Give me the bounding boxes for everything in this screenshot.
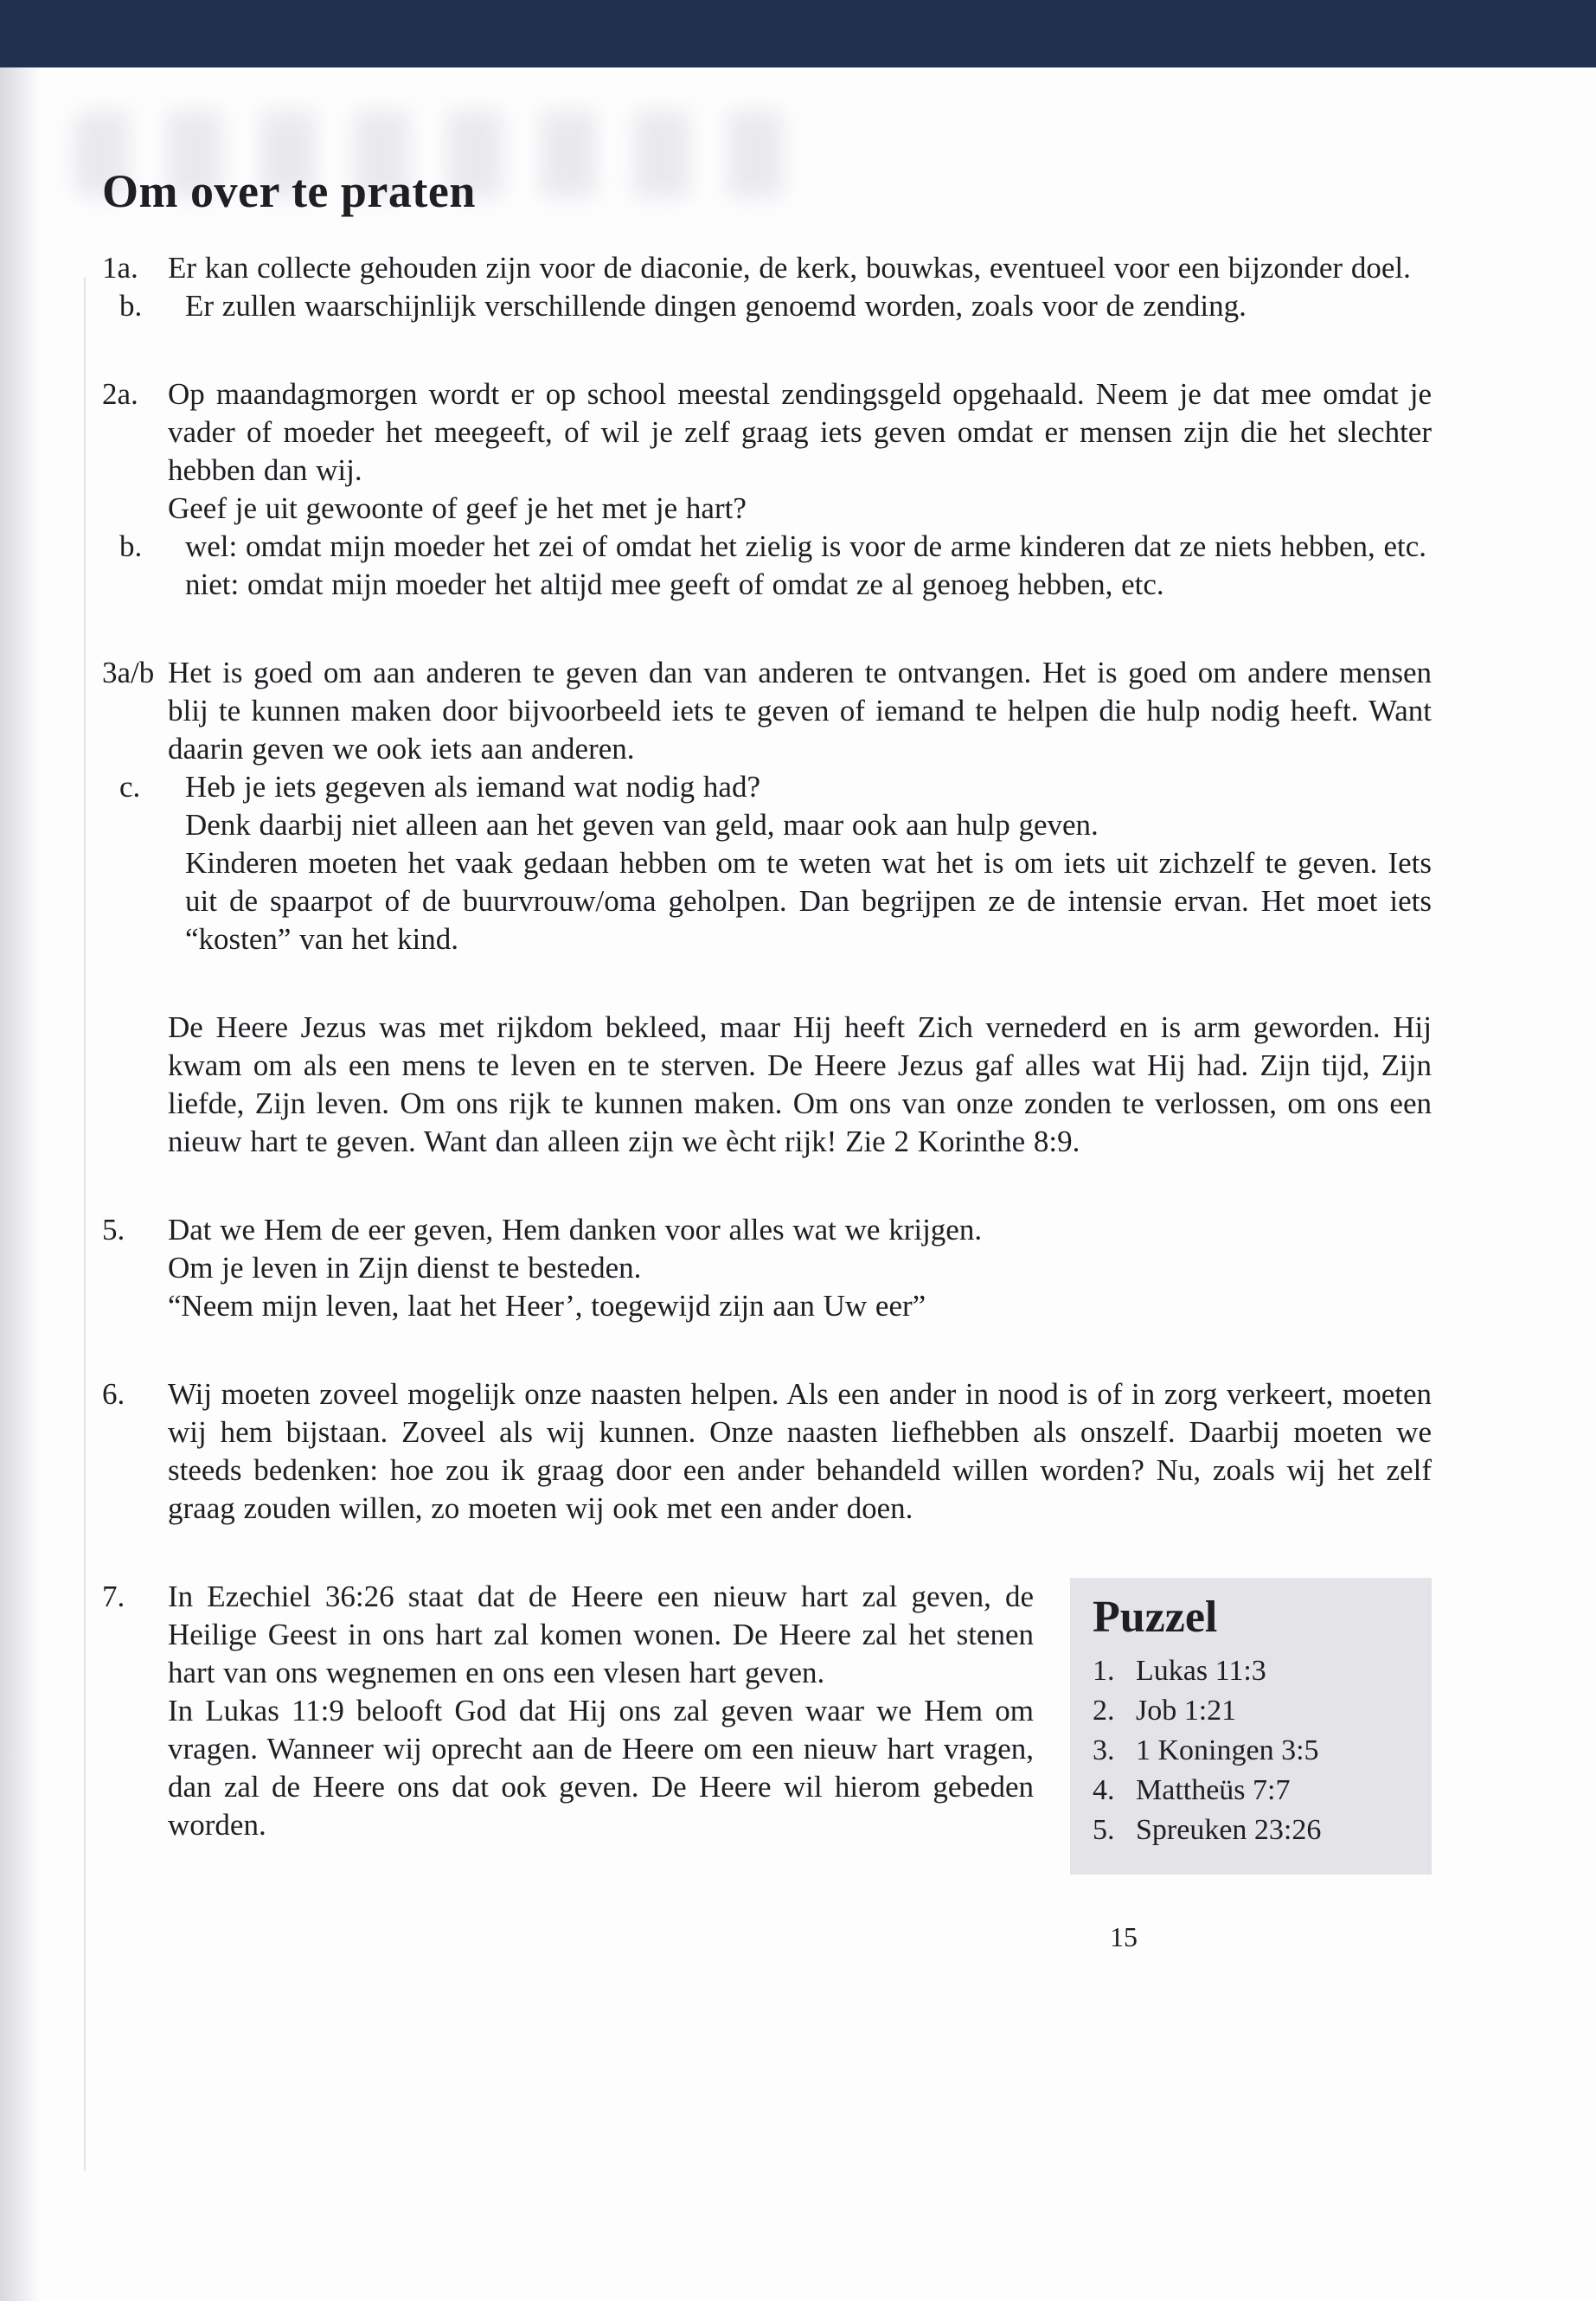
puzzel-sidebar-box (1070, 1578, 1432, 1875)
item-text (168, 1578, 1034, 1844)
puzzel-item-text: Spreuken 23:26 (1136, 1814, 1322, 1847)
page-crease-line (84, 277, 86, 2171)
list-item (102, 768, 1432, 958)
item-marker: 7. (102, 1580, 125, 1614)
paragraph: Dat we Hem de eer geven, Hem danken voor alles wat we krijgen. (168, 1213, 983, 1247)
paragraph: De Heere Jezus was met rijkdom bekleed, maar Hij heeft Zich vernederd en is arm geworden. Hij kwam om als een mens te leven en te sterven. De Heere Jezus gaf alles wat Hij had. Zijn tijd, Zijn liefde, Zijn leven. Om ons rijk te kunnen maken. Om ons van onze zonden te verlossen, om ons een nieuw hart te geven. Want dan alleen zijn we ècht rijk! Zie 2 Korinthe 8:9. (168, 1010, 1432, 1159)
qa-group-6 (102, 1375, 1432, 1528)
top-cover-bar (0, 0, 1596, 67)
paragraph: Wij moeten zoveel mogelijk onze naasten helpen. Als een ander in nood is of in zorg verkeert, moeten wij hem bijstaan. Zoveel als wij kunnen. Onze naasten liefhebben als onszelf. Daarbij moeten we steeds bedenken: hoe zou ik graag door een ander behandeld willen worden? Nu, zoals wij het zelf graag zouden willen, zo moeten wij ook met een ander doen. (168, 1377, 1432, 1526)
item-text (168, 375, 1432, 528)
qa-group-4 (102, 1009, 1432, 1161)
paragraph: Geef je uit gewoonte of geef je het met je hart? (168, 491, 747, 526)
item-text (168, 1009, 1432, 1161)
page-title: Om over te praten (102, 165, 476, 217)
item-marker: 2a. (102, 377, 138, 412)
list-item (102, 287, 1432, 325)
puzzel-item-number: 1. (1093, 1655, 1115, 1688)
item-text (185, 287, 1432, 325)
paragraph: wel: omdat mijn moeder het zei of omdat het zielig is voor de arme kinderen dat ze niets hebben, etc. (185, 529, 1427, 564)
list-item (102, 1009, 1432, 1161)
puzzel-item-number: 5. (1093, 1814, 1115, 1847)
list-item (102, 249, 1432, 287)
paragraph: Er kan collecte gehouden zijn voor de diaconie, de kerk, bouwkas, eventueel voor een bijzonder doel. (168, 251, 1411, 285)
paragraph: Er zullen waarschijnlijk verschillende dingen genoemd worden, zoals voor de zending. (185, 289, 1247, 324)
puzzel-item (1093, 1691, 1411, 1731)
paragraph: Het is goed om aan anderen te geven dan van anderen te ontvangen. Het is goed om andere mensen blij te kunnen maken door bijvoorbeeld iets te geven of iemand te helpen die hulp nodig heeft. Want daarin geven we ook iets aan anderen. (168, 656, 1432, 766)
puzzel-item (1093, 1731, 1411, 1771)
list-item (102, 375, 1432, 528)
paragraph: In Lukas 11:9 belooft God dat Hij ons zal geven waar we Hem om vragen. Wanneer wij oprecht aan de Heere om een nieuw hart vragen, dan zal de Heere ons dat ook geven. De Heere wil hierom gebeden worden. (168, 1694, 1034, 1843)
paragraph: Heb je iets gegeven als iemand wat nodig had? (185, 770, 761, 804)
puzzel-item (1093, 1811, 1411, 1850)
list-item (102, 654, 1432, 768)
item-text (168, 1211, 1432, 1325)
item-text (185, 768, 1432, 958)
binding-shadow (0, 67, 45, 2301)
item-text (168, 654, 1432, 768)
list-item (102, 528, 1432, 604)
item-text (185, 528, 1432, 604)
paragraph: “Neem mijn leven, laat het Heer’, toegewijd zijn aan Uw eer” (168, 1289, 926, 1324)
puzzel-item-text: Lukas 11:3 (1136, 1655, 1266, 1688)
item-marker: c. (119, 770, 141, 804)
qa-group-2 (102, 375, 1432, 604)
puzzel-item-number: 4. (1093, 1774, 1115, 1807)
puzzel-item-number: 2. (1093, 1695, 1115, 1727)
puzzel-item-text: 1 Koningen 3:5 (1136, 1734, 1319, 1767)
puzzel-item (1093, 1771, 1411, 1811)
item-marker: 5. (102, 1213, 125, 1247)
puzzel-item-text: Job 1:21 (1136, 1695, 1237, 1727)
page-content (102, 67, 1432, 1953)
item-marker: 1a. (102, 251, 138, 285)
qa-group-5 (102, 1211, 1432, 1325)
qa-group-3 (102, 654, 1432, 958)
item-marker: b. (119, 289, 143, 324)
paragraph: Om je leven in Zijn dienst te besteden. (168, 1251, 642, 1285)
qa-group-7 (102, 1578, 1432, 1875)
list-item (102, 1578, 1034, 1844)
item-marker: b. (119, 529, 143, 564)
list-item (102, 1375, 1432, 1528)
puzzel-title: Puzzel (1093, 1593, 1218, 1643)
item-text (168, 1375, 1432, 1528)
puzzel-item-number: 3. (1093, 1734, 1115, 1767)
item-marker: 3a/b (102, 656, 155, 690)
paragraph: niet: omdat mijn moeder het altijd mee geeft of omdat ze al genoeg hebben, etc. (185, 567, 1164, 602)
list-item (102, 1211, 1432, 1325)
paragraph: Op maandagmorgen wordt er op school meestal zendingsgeld opgehaald. Neem je dat mee omdat je vader of moeder het meegeeft, of wil je zelf graag iets geven omdat er mensen zijn die het slechter hebben dan wij. (168, 377, 1432, 488)
puzzel-item-text: Mattheüs 7:7 (1136, 1774, 1291, 1807)
qa-group-1 (102, 249, 1432, 325)
paragraph: Denk daarbij niet alleen aan het geven van geld, maar ook aan hulp geven. (185, 808, 1099, 843)
item-marker: 6. (102, 1377, 125, 1412)
puzzel-item (1093, 1651, 1411, 1691)
paragraph: Kinderen moeten het vaak gedaan hebben om te weten wat het is om iets uit zichzelf te geven. Iets uit de spaarpot of de buurvrouw/oma geholpen. Dan begrijpen ze de intensie ervan. Het moet iets “kosten” van het kind. (185, 846, 1432, 957)
item-text (168, 249, 1432, 287)
paragraph: In Ezechiel 36:26 staat dat de Heere een nieuw hart zal geven, de Heilige Geest in ons hart zal komen wonen. De Heere zal het stenen hart van ons wegnemen en ons een vlesen hart geven. (168, 1580, 1034, 1690)
page-number: 15 (1110, 1921, 1138, 1953)
